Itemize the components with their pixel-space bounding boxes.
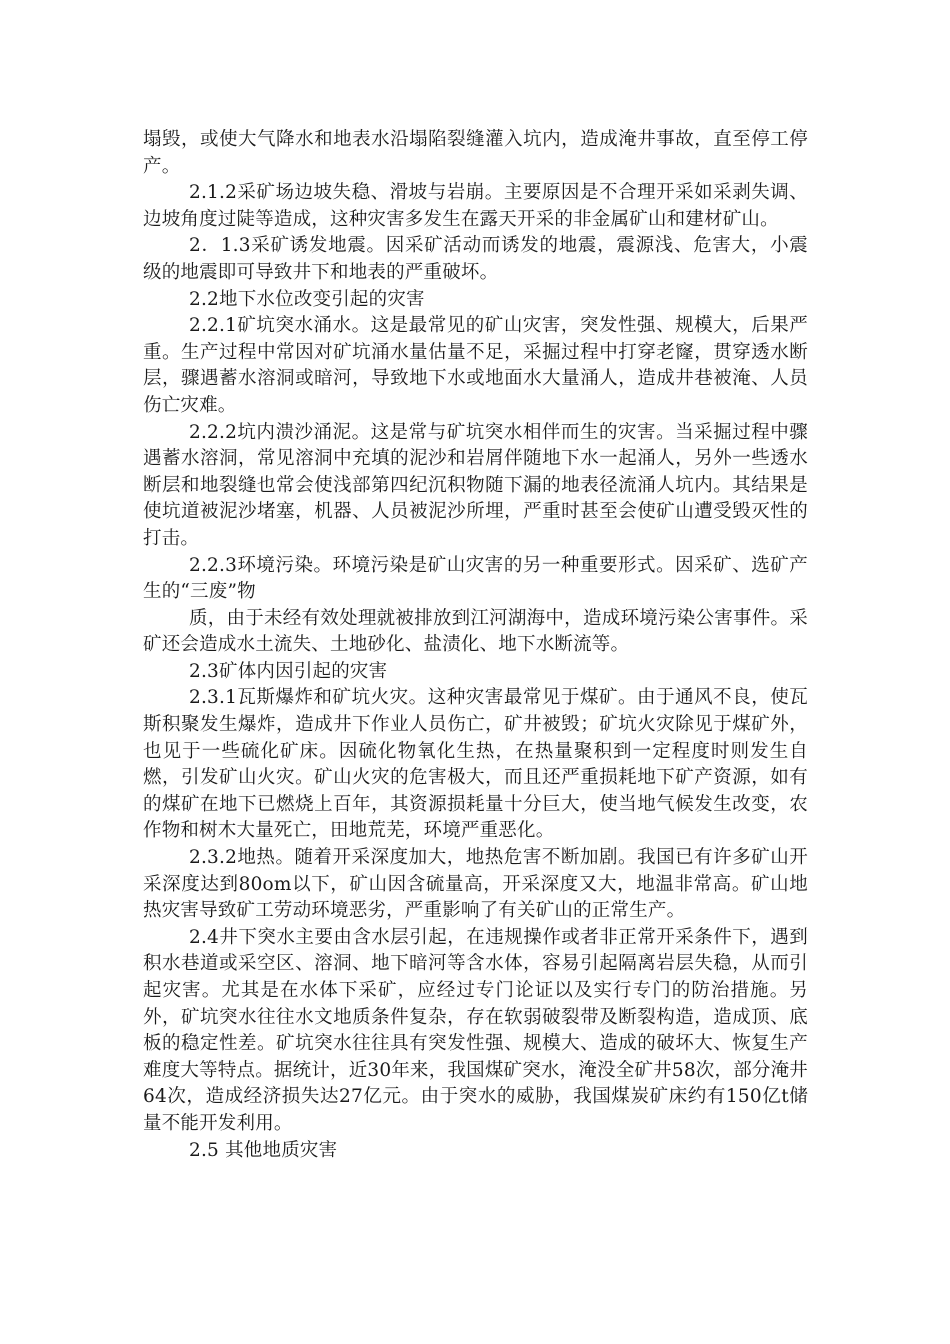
section-heading: 2.5 其他地质灾害	[189, 1139, 338, 1161]
paragraph: 2.2.1矿坑突水涌水。这是最常见的矿山灾害，突发性强、规模大，后果严重。生产过程中常因对矿坑涌水量估量不足，采掘过程中打穿老窿，贯穿透水断层，骤遇蓄水溶洞或暗河，导致地下水或地面水大量涌人，造成井巷被淹、人员伤亡灾难。	[143, 315, 808, 416]
paragraph: 塌毁，或使大气降水和地表水沿塌陷裂缝灌入坑内，造成淹井事故，直至停工停产。	[143, 129, 808, 177]
paragraph: 2.1.2采矿场边坡失稳、滑坡与岩崩。主要原因是不合理开采如采剥失调、边坡角度过陡等造成，这种灾害多发生在露天开采的非金属矿山和建材矿山。	[143, 182, 808, 230]
section-heading: 2.3矿体内因引起的灾害	[189, 660, 388, 682]
paragraph: 2.3.1瓦斯爆炸和矿坑火灾。这种灾害最常见于煤矿。由于通风不良，使瓦斯积聚发生爆炸，造成井下作业人员伤亡，矿井被毁；矿坑火灾除见于煤矿外，也见于一些硫化矿床。因硫化物氧化生热，在热量聚积到一定程度时则发生自燃，引发矿山火灾。矿山火灾的危害极大，而且还严重损耗地下矿产资源，如有的煤矿在地下已燃烧上百年，其资源损耗量十分巨大，使当地气候发生改变，农作物和树木大量死亡，田地荒芜，环境严重恶化。	[143, 687, 808, 842]
paragraph: 质，由于未经有效处理就被排放到江河湖海中，造成环境污染公害事件。采矿还会造成水土流失、土地砂化、盐渍化、地下水断流等。	[143, 607, 808, 656]
paragraph: 2.4井下突水主要由含水层引起，在违规操作或者非正常开采条件下，遇到积水巷道或采空区、溶洞、地下暗河等含水体，容易引起隔离岩层失稳，从而引起灾害。尤其是在水体下采矿，应经过专门论证以及实行专门的防治措施。另外，矿坑突水往往水文地质条件复杂，存在软弱破裂带及断裂构造，造成顶、底板的稳定性差。矿坑突水往往具有突发性强、规模大、造成的破坏大、恢复生产难度大等特点。据统计，近30年来，我国煤矿突水，淹没全矿井58次，部分淹井64次，造成经济损失达27亿元。由于突水的威胁，我国煤炭矿床约有150亿t储量不能开发利用。	[143, 926, 808, 1134]
section-heading: 2.2地下水位改变引起的灾害	[189, 288, 425, 310]
paragraph: 2.2.2坑内溃沙涌泥。这是常与矿坑突水相伴而生的灾害。当采掘过程中骤遇蓄水溶洞，常见溶洞中充填的泥沙和岩屑伴随地下水一起涌人，另外一些透水断层和地裂缝也常会使浅部第四纪沉积物随下漏的地表径流涌人坑内。其结果是使坑道被泥沙堵塞，机器、人员被泥沙所埋，严重时甚至会使矿山遭受毁灭性的打击。	[143, 421, 808, 549]
paragraph: 2．1.3采矿诱发地震。因采矿活动而诱发的地震，震源浅、危害大，小震级的地震即可导致井下和地表的严重破坏。	[143, 235, 808, 283]
paragraph: 2.3.2地热。随着开采深度加大，地热危害不断加剧。我国已有许多矿山开采深度达到80om以下，矿山因含硫量高，开采深度又大，地温非常高。矿山地热灾害导致矿工劳动环境恶劣，严重影响了有关矿山的正常生产。	[143, 847, 808, 922]
paragraph: 2.2.3环境污染。环境污染是矿山灾害的另一种重要形式。因采矿、选矿产生的“三废”物	[143, 554, 808, 603]
document-body	[143, 127, 808, 1164]
